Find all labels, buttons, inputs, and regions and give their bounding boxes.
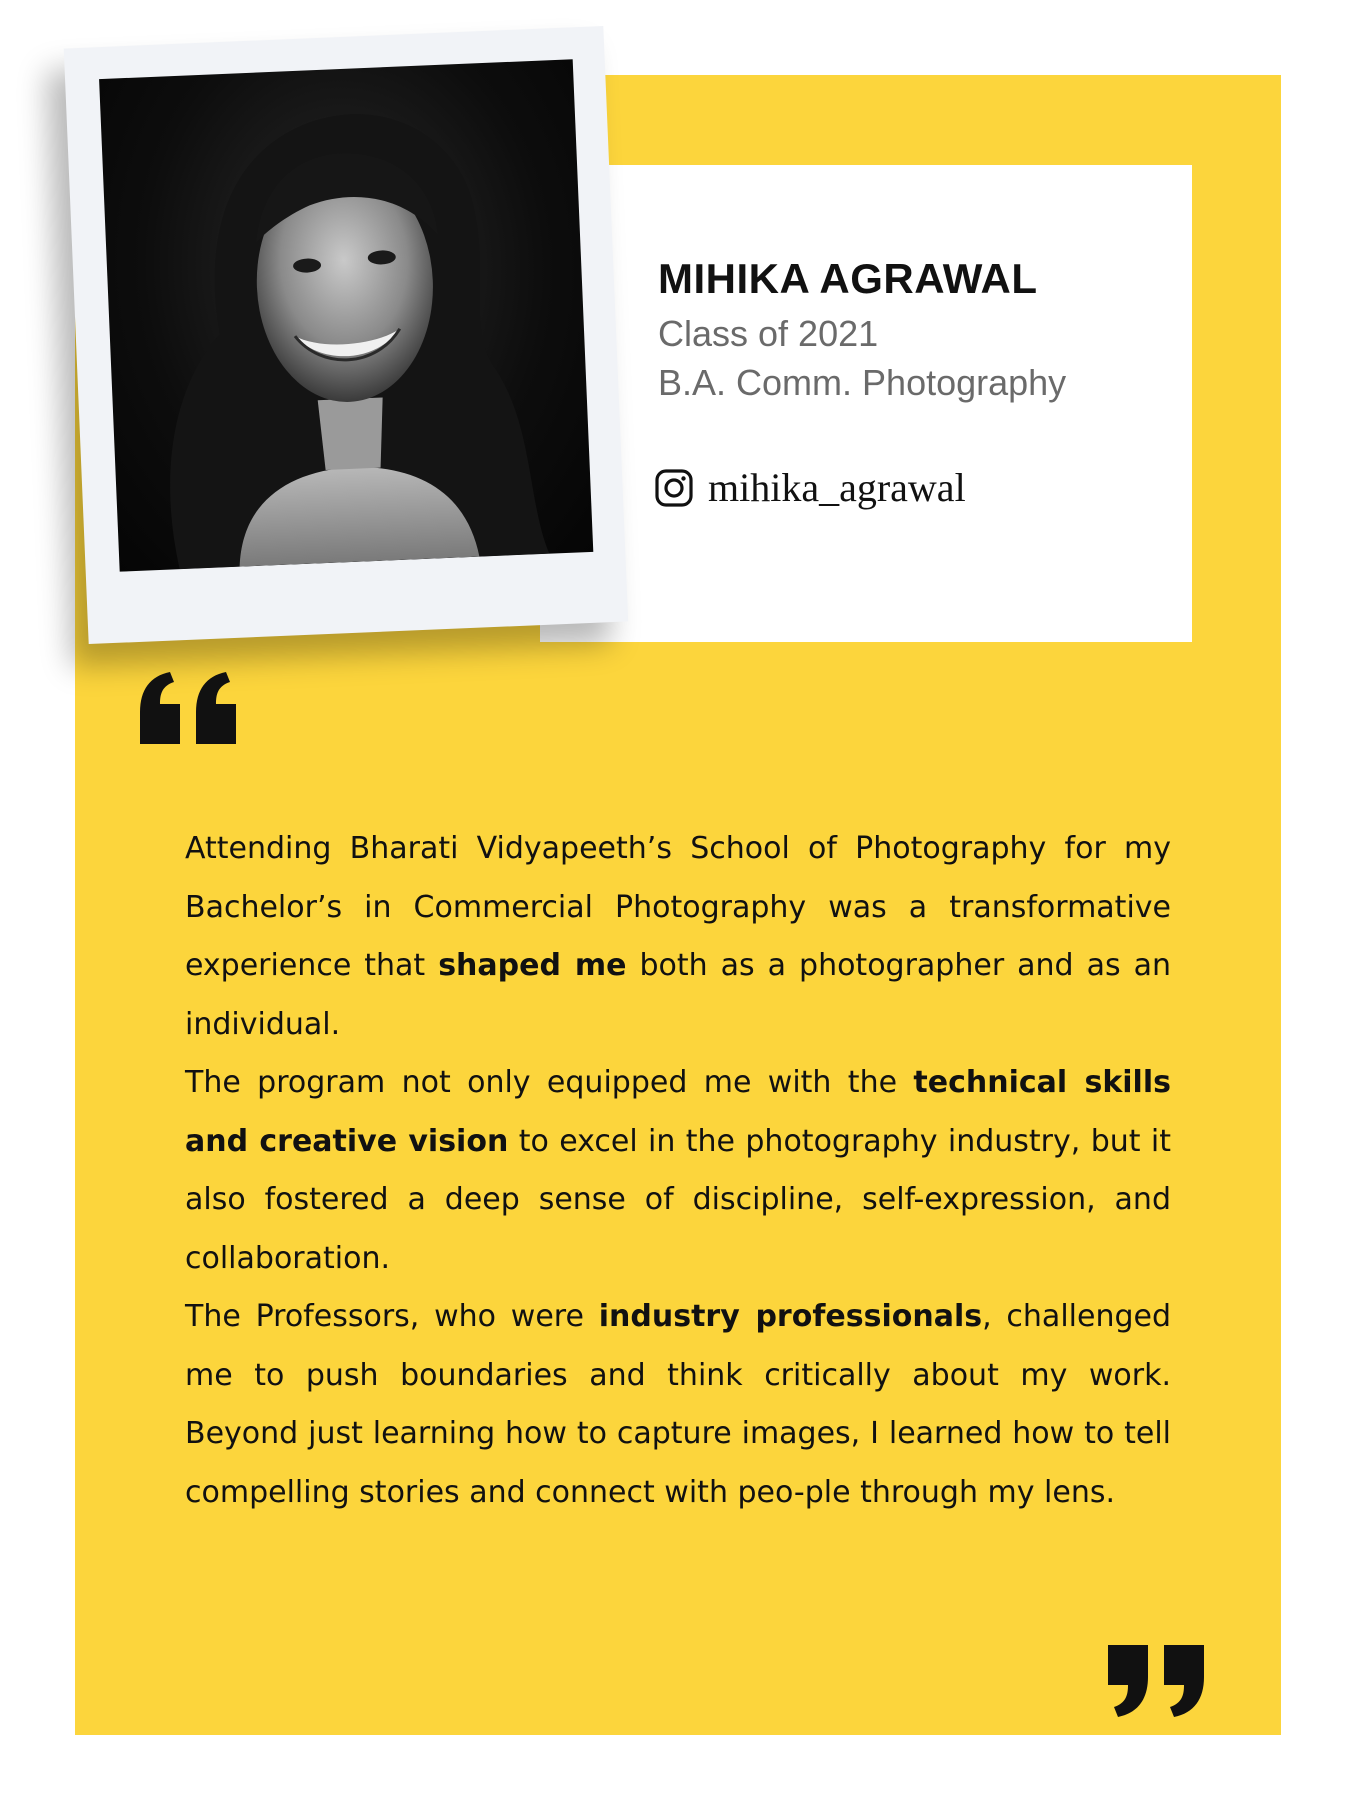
close-quote-icon bbox=[1102, 1645, 1204, 1717]
emphasis-technical-skills: technical skills and creative vision bbox=[185, 1065, 1171, 1159]
person-name: MIHIKA AGRAWAL bbox=[658, 255, 1038, 302]
quote-paragraph-1: Attending Bharati Vidyapeeth’s School of Photography for my Bachelor’s in Commercial Photography was a transformative experience that shaped me both as a photographer and as an individual. bbox=[185, 831, 1171, 1042]
open-quote-icon bbox=[140, 672, 242, 744]
quote-paragraph-2: The program not only equipped me with the technical skills and creative vision to excel in the photography industry, but it also fostered a deep sense of discipline, self-expression, and collaboration. bbox=[185, 1065, 1171, 1276]
emphasis-industry-professionals: industry professionals bbox=[598, 1299, 983, 1334]
degree-program: B.A. Comm. Photography bbox=[658, 362, 1067, 403]
portrait-photo bbox=[99, 59, 593, 571]
instagram-handle[interactable]: mihika_agrawal bbox=[708, 465, 966, 510]
portrait-illustration bbox=[99, 59, 593, 571]
instagram-icon bbox=[654, 468, 694, 508]
class-year: Class of 2021 bbox=[658, 313, 879, 354]
polaroid-frame bbox=[64, 26, 628, 644]
emphasis-shaped-me: shaped me bbox=[438, 948, 627, 983]
quote-paragraph-3: The Professors, who were industry professionals, challenged me to push boundaries and think critically about my work. Beyond just learning how to capture images, I learned how to tell compelling stories and connect with peo-ple through my lens. bbox=[185, 1299, 1171, 1510]
instagram-link[interactable] bbox=[654, 464, 966, 511]
testimonial-quote bbox=[185, 820, 1171, 1522]
